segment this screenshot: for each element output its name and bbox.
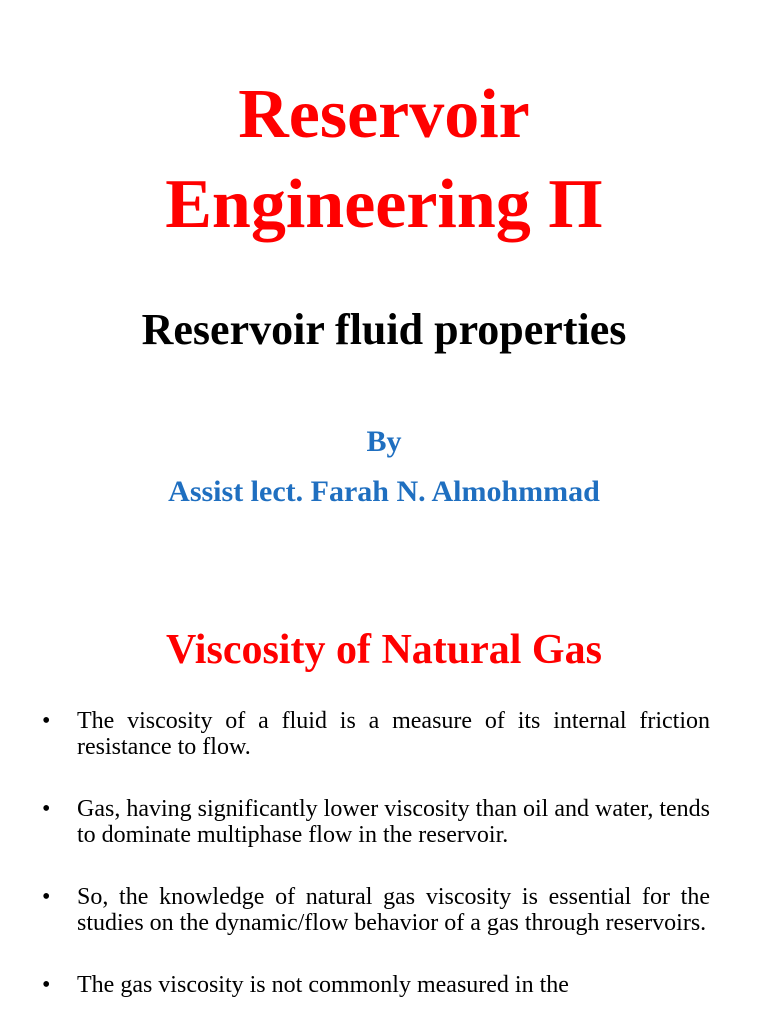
- bullet-text-3: So, the knowledge of natural gas viscosity is essential for the studies on the dynamic/flow behavior of a gas through reservoirs.: [77, 884, 710, 936]
- section-title: Viscosity of Natural Gas: [166, 627, 602, 673]
- bullet-dot-icon: •: [42, 796, 51, 822]
- bullet-item-1: [42, 708, 710, 760]
- bullet-text-1: The viscosity of a fluid is a measure of its internal friction resistance to flow.: [77, 708, 710, 760]
- bullet-item-4: [42, 972, 710, 998]
- main-title-line-2: Engineering Π: [165, 166, 603, 243]
- bullet-item-3: [42, 884, 710, 936]
- bullet-list: [42, 708, 710, 1034]
- subtitle: Reservoir fluid properties: [141, 305, 627, 354]
- bullet-dot-icon: •: [42, 884, 51, 910]
- bullet-text-4: The gas viscosity is not commonly measured in the: [77, 972, 569, 998]
- main-title: [0, 70, 768, 250]
- author-name: Assist lect. Farah N. Almohmmad: [168, 475, 600, 508]
- bullet-item-2: [42, 796, 710, 848]
- bullet-dot-icon: •: [42, 708, 51, 734]
- bullet-text-2: Gas, having significantly lower viscosity than oil and water, tends to dominate multiphase flow in the reservoir.: [77, 796, 710, 848]
- author-by-label: By: [366, 425, 402, 458]
- main-title-line-1: Reservoir: [238, 76, 530, 153]
- bullet-dot-icon: •: [42, 972, 51, 998]
